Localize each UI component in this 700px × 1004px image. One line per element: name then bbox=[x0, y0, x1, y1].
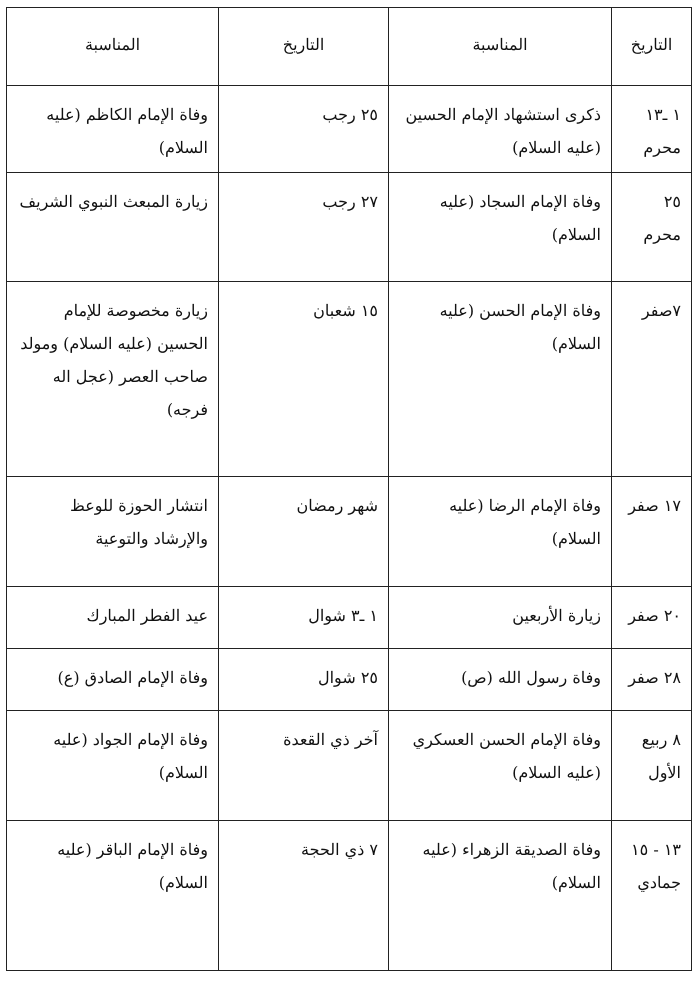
table-row bbox=[7, 821, 692, 971]
row-date-1: ٨ ربيع الأول bbox=[612, 711, 692, 821]
row-occasion-2: زيارة المبعث النبوي الشريف bbox=[7, 173, 219, 282]
row-date-2: آخر ذي القعدة bbox=[219, 711, 389, 821]
row-date-1: ١٧ صفر bbox=[612, 477, 692, 587]
row-date-2: ٢٥ شوال bbox=[219, 649, 389, 711]
row-occasion-1: وفاة الإمام الرضا (عليه السلام) bbox=[389, 477, 612, 587]
row-date-1: ١ ـ١٣ محرم bbox=[612, 86, 692, 173]
header-date-1: التاريخ bbox=[612, 8, 692, 86]
table-row bbox=[7, 649, 692, 711]
table-row bbox=[7, 173, 692, 282]
row-date-1: ١٣ - ١٥ جمادي bbox=[612, 821, 692, 971]
row-date-1: ٧صفر bbox=[612, 282, 692, 477]
row-occasion-2: وفاة الإمام الكاظم (عليه السلام) bbox=[7, 86, 219, 173]
header-occasion-2: المناسبة bbox=[7, 8, 219, 86]
row-date-2: شهر رمضان bbox=[219, 477, 389, 587]
row-occasion-1: ذكرى استشهاد الإمام الحسين (عليه السلام) bbox=[389, 86, 612, 173]
row-date-1: ٢٨ صفر bbox=[612, 649, 692, 711]
row-occasion-1: وفاة الإمام الحسن العسكري (عليه السلام) bbox=[389, 711, 612, 821]
table-header-row bbox=[7, 8, 692, 86]
row-date-2: ١٥ شعبان bbox=[219, 282, 389, 477]
header-date-2: التاريخ bbox=[219, 8, 389, 86]
header-occasion-1: المناسبة bbox=[389, 8, 612, 86]
row-occasion-2: زيارة مخصوصة للإمام الحسين (عليه السلام) ومولد صاحب العصر (عجل اله فرجه) bbox=[7, 282, 219, 477]
row-occasion-2: وفاة الإمام الصادق (ع) bbox=[7, 649, 219, 711]
row-date-2: ١ ـ٣ شوال bbox=[219, 587, 389, 649]
row-occasion-1: وفاة الإمام السجاد (عليه السلام) bbox=[389, 173, 612, 282]
row-occasion-1: وفاة رسول الله (ص) bbox=[389, 649, 612, 711]
row-occasion-2: عيد الفطر المبارك bbox=[7, 587, 219, 649]
row-date-2: ٢٥ رجب bbox=[219, 86, 389, 173]
row-occasion-2: وفاة الإمام الجواد (عليه السلام) bbox=[7, 711, 219, 821]
row-occasion-2: وفاة الإمام الباقر (عليه السلام) bbox=[7, 821, 219, 971]
row-date-2: ٢٧ رجب bbox=[219, 173, 389, 282]
table-row bbox=[7, 711, 692, 821]
table-row bbox=[7, 587, 692, 649]
row-occasion-1: زيارة الأربعين bbox=[389, 587, 612, 649]
row-date-1: ٢٠ صفر bbox=[612, 587, 692, 649]
table-row bbox=[7, 477, 692, 587]
row-occasion-2: انتشار الحوزة للوعظ والإرشاد والتوعية bbox=[7, 477, 219, 587]
row-occasion-1: وفاة الصديقة الزهراء (عليه السلام) bbox=[389, 821, 612, 971]
row-occasion-1: وفاة الإمام الحسن (عليه السلام) bbox=[389, 282, 612, 477]
table-row bbox=[7, 282, 692, 477]
row-date-2: ٧ ذي الحجة bbox=[219, 821, 389, 971]
row-date-1: ٢٥ محرم bbox=[612, 173, 692, 282]
table-row bbox=[7, 86, 692, 173]
occasions-table bbox=[6, 7, 692, 971]
